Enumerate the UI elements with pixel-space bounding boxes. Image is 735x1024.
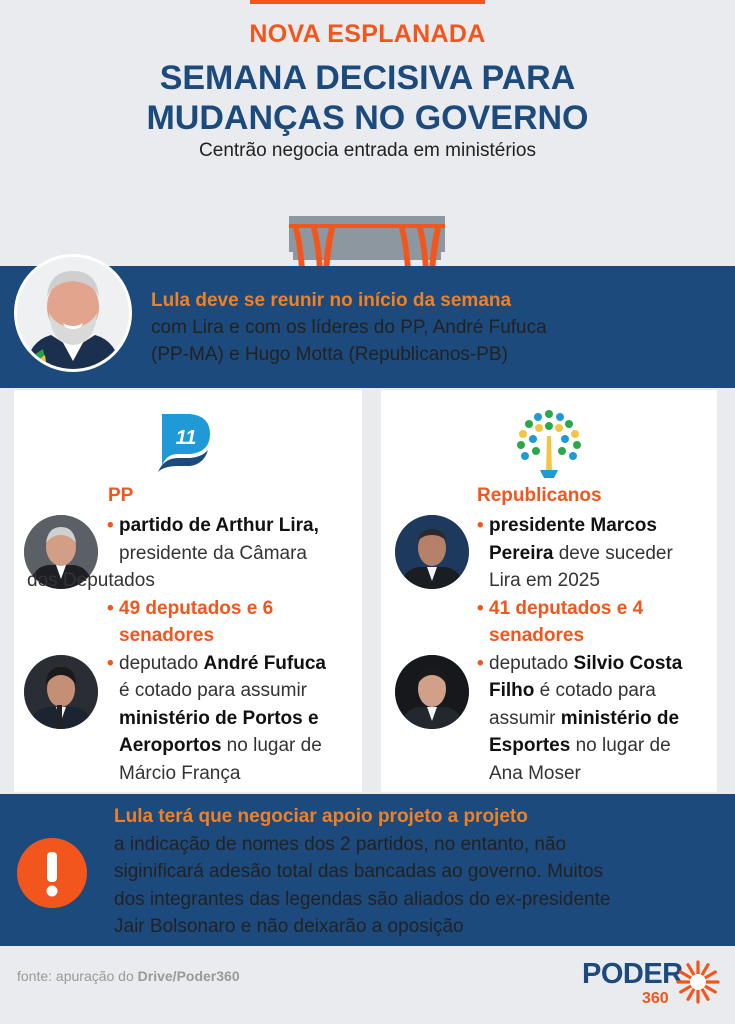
lula-meeting-line-3: (PP-MA) e Hugo Motta (Republicanos-PB) bbox=[151, 344, 508, 365]
rep-bullet-2 bbox=[477, 595, 713, 650]
warning-text bbox=[114, 803, 724, 941]
republicanos-tree-logo-icon bbox=[514, 406, 584, 484]
rep-bullet-3-bold: Silvio Costa bbox=[573, 652, 683, 674]
pp-bullets bbox=[27, 512, 357, 787]
lula-portrait-icon bbox=[17, 257, 129, 369]
kicker: NOVA ESPLANADA bbox=[249, 20, 486, 48]
source-prefix: fonte: apuração do bbox=[17, 968, 138, 984]
page-title bbox=[0, 58, 735, 138]
title-line-1: SEMANA DECISIVA PARA bbox=[159, 59, 576, 97]
pp-bullet-2 bbox=[107, 595, 357, 650]
pp-bullet-3 bbox=[107, 650, 357, 788]
lula-meeting-text bbox=[151, 287, 721, 368]
marcos-pereira-portrait-icon bbox=[395, 515, 469, 589]
rep-bullet-1 bbox=[477, 512, 713, 595]
lula-photo-avatar bbox=[14, 254, 132, 372]
rep-bullet-3-line-4-rest: no lugar de bbox=[570, 735, 671, 756]
top-accent-bar bbox=[250, 0, 485, 4]
pp-party-name: PP bbox=[108, 485, 134, 506]
subtitle: Centrão negocia entrada em ministérios bbox=[199, 140, 536, 161]
pp-bullet-3-line-3: ministério de Portos e bbox=[119, 707, 319, 729]
rep-bullet-2-line-1: 41 deputados e 4 bbox=[489, 597, 644, 619]
lula-meeting-line-2: com Lira e com os líderes do PP, André Fufuca bbox=[151, 317, 547, 338]
pp-bullet-1-bold: partido de Arthur Lira, bbox=[119, 515, 319, 536]
rep-bullet-3 bbox=[477, 650, 713, 788]
warning-line-4: dos integrantes das legendas são aliados do ex-presidente bbox=[114, 888, 611, 910]
pp-bullet-3-line-4-bold: Aeroportos bbox=[119, 735, 222, 756]
rep-bullet-3-line-3-bold: ministério de bbox=[560, 707, 680, 729]
pp-bullet-3-line-4-rest: no lugar de bbox=[221, 735, 322, 756]
andre-fufuca-portrait-icon bbox=[24, 655, 98, 729]
warning-highlight: Lula terá que negociar apoio projeto a projeto bbox=[114, 806, 528, 827]
pp-bullet-3-line-5: Márcio França bbox=[119, 762, 241, 784]
republicanos-bullets bbox=[477, 512, 713, 787]
exclamation-icon bbox=[17, 838, 87, 908]
silvio-costa-filho-portrait-icon bbox=[395, 655, 469, 729]
warning-icon bbox=[17, 838, 87, 908]
pp-bullet-3-pre: deputado bbox=[119, 652, 204, 674]
pp-bullet-1-line-3: dos Deputados bbox=[27, 570, 155, 591]
rep-bullet-1-line-2-rest: deve suceder bbox=[553, 542, 673, 564]
pp-logo-number: 11 bbox=[175, 427, 197, 449]
rep-bullet-1-line-1: presidente Marcos bbox=[489, 515, 657, 536]
lula-meeting-highlight: Lula deve se reunir no início da semana bbox=[151, 290, 512, 311]
rep-bullet-3-line-4-bold: Esportes bbox=[489, 735, 571, 756]
rep-bullet-3-pre: deputado bbox=[489, 652, 574, 674]
logo-number: 360 bbox=[642, 990, 669, 1007]
source-note bbox=[17, 968, 240, 984]
title-line-2: MUDANÇAS NO GOVERNO bbox=[146, 99, 589, 137]
planalto-building-icon bbox=[289, 214, 445, 270]
rep-bullet-1-line-2-bold: Pereira bbox=[489, 542, 554, 564]
rep-bullet-3-line-3-pre: assumir bbox=[489, 707, 561, 729]
rep-bullet-3-line-2-bold: Filho bbox=[489, 680, 535, 701]
marcos-pereira-avatar bbox=[395, 515, 469, 589]
pp-bullet-3-bold: André Fufuca bbox=[203, 652, 326, 674]
source-name: Drive/Poder360 bbox=[137, 968, 240, 984]
rep-bullet-1-line-3: Lira em 2025 bbox=[489, 570, 600, 591]
pp-bullet-2-line-1: 49 deputados e 6 bbox=[119, 597, 274, 619]
pp-logo-icon bbox=[156, 410, 212, 476]
republicanos-party-name: Republicanos bbox=[477, 485, 602, 506]
logo-word: PODER bbox=[582, 958, 683, 990]
pp-bullet-3-line-2: é cotado para assumir bbox=[119, 680, 307, 701]
poder360-logo bbox=[582, 958, 722, 1012]
pp-bullet-1 bbox=[27, 512, 357, 595]
andre-fufuca-avatar bbox=[24, 655, 98, 729]
rep-bullet-3-line-2-rest: é cotado para bbox=[534, 680, 656, 701]
warning-line-5: Jair Bolsonaro e não deixarão a oposição bbox=[114, 916, 464, 937]
sunburst-logo-icon bbox=[676, 960, 720, 1004]
rep-bullet-3-line-5: Ana Moser bbox=[489, 762, 581, 784]
pp-bullet-1-line-2: presidente da Câmara bbox=[119, 542, 307, 564]
rep-bullet-2-line-2: senadores bbox=[489, 625, 585, 646]
pp-bullet-2-line-2: senadores bbox=[119, 625, 215, 646]
warning-line-3: siginificará adesão total das bancadas ao governo. Muitos bbox=[114, 861, 604, 882]
silvio-costa-filho-avatar bbox=[395, 655, 469, 729]
warning-line-2: a indicação de nomes dos 2 partidos, no entanto, não bbox=[114, 833, 567, 855]
